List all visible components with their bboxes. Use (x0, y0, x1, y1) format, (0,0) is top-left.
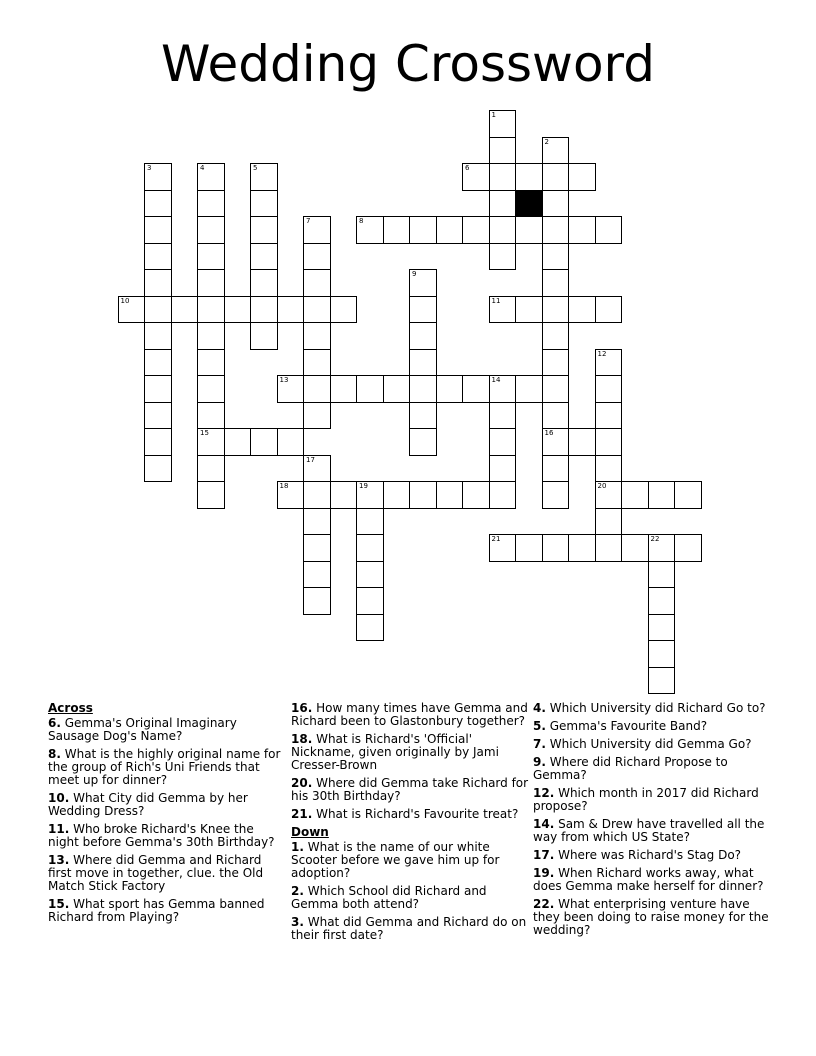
grid-cell[interactable] (356, 561, 384, 589)
grid-cell[interactable] (595, 296, 623, 324)
grid-cell[interactable] (489, 110, 517, 138)
grid-cell[interactable] (462, 163, 490, 191)
grid-cell[interactable] (515, 296, 543, 324)
clue-number: 18 (279, 482, 289, 490)
clue-item (291, 733, 529, 772)
grid-cell[interactable] (595, 375, 623, 403)
grid-cell[interactable] (224, 428, 252, 456)
black-cell (515, 190, 543, 218)
clue-number: 17 (306, 455, 315, 464)
grid-cell[interactable] (595, 481, 623, 509)
grid-cell[interactable] (542, 163, 570, 191)
grid-cell[interactable] (489, 428, 517, 456)
clues-column-2 (291, 702, 529, 947)
grid-cell[interactable] (303, 587, 331, 615)
grid-cell[interactable] (542, 428, 570, 456)
clue-item-number: 1. (291, 840, 304, 854)
grid-cell[interactable] (674, 481, 702, 509)
clue-item-number: 10. (48, 791, 70, 805)
grid-cell[interactable] (648, 587, 676, 615)
grid-cell[interactable] (118, 296, 146, 324)
grid-cell[interactable] (648, 614, 676, 642)
grid-cell[interactable] (409, 269, 437, 297)
clue-item (291, 777, 529, 803)
clue-item (533, 702, 771, 715)
clue-item (291, 841, 529, 880)
grid-cell[interactable] (462, 216, 490, 244)
grid-cell[interactable] (489, 455, 517, 483)
grid-cell[interactable] (595, 428, 623, 456)
clue-number: 14 (491, 376, 501, 384)
grid-cell[interactable] (197, 455, 225, 483)
grid-cell[interactable] (542, 269, 570, 297)
grid-cell[interactable] (197, 428, 225, 456)
clue-item-text: Which School did Richard and Gemma both attend? (291, 884, 487, 911)
grid-cell[interactable] (489, 190, 517, 218)
grid-cell[interactable] (330, 296, 358, 324)
clue-item (533, 867, 771, 893)
grid-cell[interactable] (515, 163, 543, 191)
grid-cell[interactable] (197, 243, 225, 271)
clue-item-text: Who broke Richard's Knee the night before Gemma's 30th Birthday? (48, 822, 275, 849)
grid-cell[interactable] (303, 455, 331, 483)
clue-item-text: Which University did Gemma Go? (545, 737, 752, 751)
clue-item-text: Where did Gemma and Richard first move in together, clue. the Old Match Stick Factory (48, 853, 264, 893)
clue-number: 8 (359, 217, 364, 225)
grid-cell[interactable] (171, 296, 199, 324)
clue-item-number: 4. (533, 701, 546, 715)
grid-cell[interactable] (621, 534, 649, 562)
clue-item-number: 15. (48, 897, 70, 911)
clue-item (533, 849, 771, 862)
grid-cell[interactable] (489, 216, 517, 244)
grid-cell[interactable] (277, 481, 305, 509)
clue-item-number: 2. (291, 884, 304, 898)
clue-number: 5 (253, 164, 258, 172)
clue-number: 13 (279, 376, 289, 384)
grid-cell[interactable] (356, 481, 384, 509)
clue-item-text: What sport has Gemma banned Richard from Playing? (48, 897, 265, 924)
grid-cell[interactable] (674, 534, 702, 562)
clue-item-number: 9. (533, 755, 546, 769)
clue-item-number: 20. (291, 776, 313, 790)
clue-item-text: What City did Gemma by her Wedding Dress? (48, 791, 248, 818)
grid-cell[interactable] (303, 269, 331, 297)
grid-cell[interactable] (250, 216, 278, 244)
grid-cell[interactable] (144, 428, 172, 456)
clue-item-text: Sam & Drew have travelled all the way from which US State? (533, 817, 765, 844)
grid-cell[interactable] (595, 455, 623, 483)
grid-cell[interactable] (250, 428, 278, 456)
grid-cell[interactable] (436, 216, 464, 244)
clue-item-text: What is the name of our white Scooter before we gave him up for adoption? (291, 840, 500, 880)
grid-cell[interactable] (621, 481, 649, 509)
clue-number: 12 (597, 349, 607, 358)
grid-cell[interactable] (409, 216, 437, 244)
grid-cell[interactable] (144, 163, 172, 191)
clue-number: 4 (200, 164, 205, 172)
grid-cell[interactable] (462, 375, 490, 403)
grid-cell[interactable] (489, 534, 517, 562)
clue-number: 22 (650, 535, 660, 543)
grid-cell[interactable] (144, 349, 172, 377)
grid-cell[interactable] (277, 375, 305, 403)
clue-item (533, 738, 771, 751)
grid-cell[interactable] (648, 561, 676, 589)
grid-cell[interactable] (197, 269, 225, 297)
grid-cell[interactable] (303, 296, 331, 324)
grid-cell[interactable] (648, 534, 676, 562)
grid-cell[interactable] (595, 508, 623, 536)
grid-cell[interactable] (648, 640, 676, 668)
clue-item-number: 22. (533, 897, 555, 911)
grid-cell[interactable] (542, 349, 570, 377)
grid-cell[interactable] (409, 322, 437, 350)
clue-item (48, 854, 286, 893)
grid-cell[interactable] (250, 243, 278, 271)
clue-item-text: Gemma's Original Imaginary Sausage Dog's Name? (48, 716, 237, 743)
grid-cell[interactable] (489, 137, 517, 165)
grid-cell[interactable] (144, 375, 172, 403)
clue-item (48, 748, 286, 787)
clue-number: 11 (491, 296, 501, 305)
clue-item (533, 818, 771, 844)
down-clue-list-continued (533, 702, 771, 937)
clue-item-number: 13. (48, 853, 70, 867)
down-clue-list (291, 841, 529, 942)
clue-item (48, 792, 286, 818)
grid-cell[interactable] (515, 534, 543, 562)
grid-cell[interactable] (303, 243, 331, 271)
clue-item (291, 808, 529, 821)
grid-cell[interactable] (197, 163, 225, 191)
clue-item-text: Which month in 2017 did Richard propose? (533, 786, 759, 813)
grid-cell[interactable] (489, 481, 517, 509)
grid-cell[interactable] (144, 455, 172, 483)
grid-cell[interactable] (409, 296, 437, 324)
grid-cell[interactable] (383, 481, 411, 509)
grid-cell[interactable] (568, 428, 596, 456)
grid-cell[interactable] (542, 243, 570, 271)
grid-cell[interactable] (197, 190, 225, 218)
clue-item (533, 720, 771, 733)
grid-cell[interactable] (197, 402, 225, 430)
grid-cell[interactable] (356, 614, 384, 642)
clue-item-text: Gemma's Favourite Band? (545, 719, 708, 733)
grid-cell[interactable] (542, 137, 570, 165)
across-clue-list-continued (291, 702, 529, 821)
grid-cell[interactable] (595, 534, 623, 562)
grid-cell[interactable] (277, 296, 305, 324)
clue-number: 6 (465, 164, 470, 172)
grid-cell[interactable] (250, 269, 278, 297)
grid-cell[interactable] (409, 428, 437, 456)
grid-cell[interactable] (250, 322, 278, 350)
clue-item-number: 3. (291, 915, 304, 929)
grid-cell[interactable] (356, 534, 384, 562)
clue-item (533, 787, 771, 813)
clue-number: 1 (491, 111, 496, 119)
clue-item-number: 21. (291, 807, 313, 821)
clue-item (291, 702, 529, 728)
clue-item-number: 18. (291, 732, 313, 746)
grid-cell[interactable] (330, 375, 358, 403)
clue-item-text: Where did Gemma take Richard for his 30th Birthday? (291, 776, 529, 803)
grid-cell[interactable] (303, 349, 331, 377)
clue-item-number: 8. (48, 747, 61, 761)
grid-cell[interactable] (303, 402, 331, 430)
clue-item-number: 11. (48, 822, 70, 836)
clue-item-text: What did Gemma and Richard do on their first date? (291, 915, 527, 942)
down-heading: Down (291, 825, 329, 839)
page-title: Wedding Crossword (161, 35, 655, 93)
grid-cell[interactable] (542, 455, 570, 483)
grid-cell[interactable] (250, 296, 278, 324)
grid-cell[interactable] (303, 481, 331, 509)
across-clue-list (48, 717, 286, 924)
clue-item-text: Which University did Richard Go to? (545, 701, 766, 715)
clue-item-number: 12. (533, 786, 555, 800)
clues-column-1 (48, 702, 286, 929)
grid-cell[interactable] (144, 269, 172, 297)
grid-cell[interactable] (303, 375, 331, 403)
grid-cell[interactable] (144, 190, 172, 218)
grid-cell[interactable] (409, 375, 437, 403)
grid-cell[interactable] (515, 216, 543, 244)
grid-cell[interactable] (542, 322, 570, 350)
grid-cell[interactable] (330, 481, 358, 509)
clue-number: 20 (597, 482, 607, 490)
clue-number: 7 (306, 217, 311, 225)
clue-number: 15 (200, 429, 209, 437)
grid-cell[interactable] (303, 508, 331, 536)
grid-cell[interactable] (144, 243, 172, 271)
grid-cell[interactable] (542, 534, 570, 562)
clue-item-number: 5. (533, 719, 546, 733)
grid-cell[interactable] (489, 163, 517, 191)
clue-item-number: 19. (533, 866, 555, 880)
grid-cell[interactable] (409, 481, 437, 509)
grid-cell[interactable] (197, 216, 225, 244)
grid-cell[interactable] (595, 349, 623, 377)
grid-cell[interactable] (250, 163, 278, 191)
grid-cell[interactable] (409, 402, 437, 430)
clue-item-text: What enterprising venture have they been doing to raise money for the wedding? (533, 897, 769, 937)
grid-cell[interactable] (303, 534, 331, 562)
clue-item-number: 6. (48, 716, 61, 730)
grid-cell[interactable] (356, 587, 384, 615)
grid-cell[interactable] (542, 190, 570, 218)
grid-cell[interactable] (515, 375, 543, 403)
grid-cell[interactable] (197, 375, 225, 403)
clue-item-text: How many times have Gemma and Richard been to Glastonbury together? (291, 701, 528, 728)
grid-cell[interactable] (144, 322, 172, 350)
grid-cell[interactable] (595, 216, 623, 244)
clue-number: 3 (147, 164, 152, 172)
grid-cell[interactable] (568, 163, 596, 191)
clue-item-text: Where was Richard's Stag Do? (554, 848, 742, 862)
clue-number: 2 (544, 137, 549, 146)
grid-cell[interactable] (489, 375, 517, 403)
grid-cell[interactable] (356, 375, 384, 403)
grid-cell[interactable] (542, 402, 570, 430)
grid-cell[interactable] (383, 375, 411, 403)
grid-cell[interactable] (462, 481, 490, 509)
grid-cell[interactable] (303, 216, 331, 244)
clues-column-3 (533, 702, 771, 942)
grid-cell[interactable] (250, 190, 278, 218)
grid-cell[interactable] (409, 349, 437, 377)
grid-cell[interactable] (356, 216, 384, 244)
clue-number: 21 (491, 535, 501, 543)
clue-number: 19 (359, 482, 368, 490)
clue-item (533, 756, 771, 782)
grid-cell[interactable] (568, 216, 596, 244)
grid-cell[interactable] (383, 216, 411, 244)
clue-item (48, 898, 286, 924)
grid-cell[interactable] (144, 216, 172, 244)
grid-cell[interactable] (542, 296, 570, 324)
grid-cell[interactable] (303, 561, 331, 589)
clue-item (533, 898, 771, 937)
grid-cell[interactable] (277, 428, 305, 456)
clue-number: 10 (120, 296, 130, 305)
clue-number: 9 (412, 270, 417, 278)
grid-cell[interactable] (436, 375, 464, 403)
clue-item-number: 16. (291, 701, 313, 715)
grid-cell[interactable] (595, 402, 623, 430)
grid-cell[interactable] (144, 402, 172, 430)
grid-cell[interactable] (542, 216, 570, 244)
clue-item (48, 823, 286, 849)
clue-item (48, 717, 286, 743)
clue-item-text: What is Richard's Favourite treat? (312, 807, 519, 821)
grid-cell[interactable] (568, 534, 596, 562)
grid-cell[interactable] (436, 481, 464, 509)
across-heading: Across (48, 701, 93, 715)
clue-item-text: What is the highly original name for the group of Rich's Uni Friends that meet up for dinner? (48, 747, 281, 787)
clue-item-number: 17. (533, 848, 555, 862)
grid-cell[interactable] (568, 296, 596, 324)
clue-item-text: When Richard works away, what does Gemma make herself for dinner? (533, 866, 764, 893)
grid-cell[interactable] (197, 481, 225, 509)
grid-cell[interactable] (303, 322, 331, 350)
grid-cell[interactable] (489, 243, 517, 271)
grid-cell[interactable] (197, 349, 225, 377)
clue-item-number: 14. (533, 817, 555, 831)
grid-cell[interactable] (542, 375, 570, 403)
clue-item-text: Where did Richard Propose to Gemma? (533, 755, 728, 782)
clue-item-number: 7. (533, 737, 546, 751)
clue-item (291, 885, 529, 911)
grid-cell[interactable] (489, 296, 517, 324)
grid-cell[interactable] (197, 322, 225, 350)
clue-number: 16 (544, 429, 554, 437)
grid-cell[interactable] (224, 296, 252, 324)
grid-cell[interactable] (648, 667, 676, 695)
grid-cell[interactable] (144, 296, 172, 324)
grid-cell[interactable] (197, 296, 225, 324)
grid-cell[interactable] (648, 481, 676, 509)
grid-cell[interactable] (542, 481, 570, 509)
grid-cell[interactable] (489, 402, 517, 430)
clue-item (291, 916, 529, 942)
clue-item-text: What is Richard's 'Official' Nickname, given originally by Jami Cresser-Brown (291, 732, 499, 772)
grid-cell[interactable] (356, 508, 384, 536)
